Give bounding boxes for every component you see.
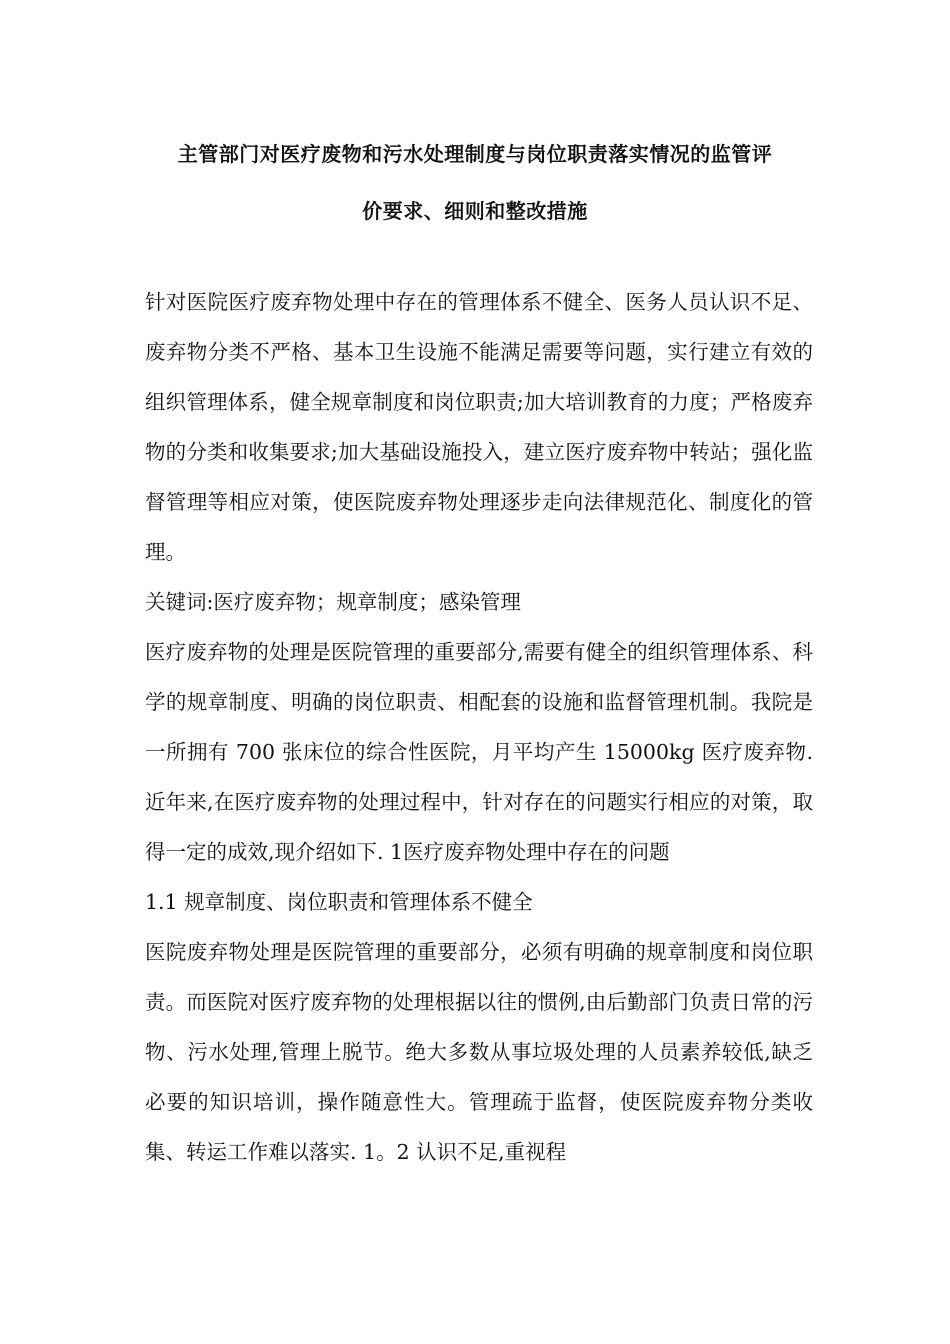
keywords-line: 关键词:医疗废弃物；规章制度；感染管理 bbox=[145, 590, 521, 614]
title-line-2: 价要求、细则和整改措施 bbox=[362, 199, 588, 223]
document-title bbox=[120, 126, 830, 240]
intro-paragraph: 医疗废弃物的处理是医院管理的重要部分,需要有健全的组织管理体系、科学的规章制度、明确的岗位职责、相配套的设施和监督管理机制。我院是一所拥有 700 张床位的综合性医院，月平均产生 15000kg 医疗废弃物.近年来,在医疗废弃物的处理过程中，针对存在的问题实行相应的对策，取得一定的成效,现介绍如下. 1医疗废弃物处理中存在的问题 bbox=[145, 640, 813, 864]
section-heading-1-1: 1.1 规章制度、岗位职责和管理体系不健全 bbox=[145, 890, 533, 914]
abstract-paragraph: 针对医院医疗废弃物处理中存在的管理体系不健全、医务人员认识不足、废弃物分类不严格、基本卫生设施不能满足需要等问题，实行建立有效的组织管理体系，健全规章制度和岗位职责;加大培训教育的力度；严格废弃物的分类和收集要求;加大基础设施投入，建立医疗废弃物中转站；强化监督管理等相应对策，使医院废弃物处理逐步走向法律规范化、制度化的管理。 bbox=[145, 290, 813, 564]
title-line-1: 主管部门对医疗废物和污水处理制度与岗位职责落实情况的监管评 bbox=[177, 142, 773, 166]
document-body bbox=[145, 277, 813, 1177]
section-paragraph-1-1: 医院废弃物处理是医院管理的重要部分，必须有明确的规章制度和岗位职责。而医院对医疗废弃物的处理根据以往的惯例,由后勤部门负责日常的污物、污水处理,管理上脱节。绝大多数从事垃圾处理的人员素养较低,缺乏必要的知识培训，操作随意性大。管理疏于监督，使医院废弃物分类收集、转运工作难以落实. 1。2 认识不足,重视程 bbox=[145, 940, 813, 1164]
